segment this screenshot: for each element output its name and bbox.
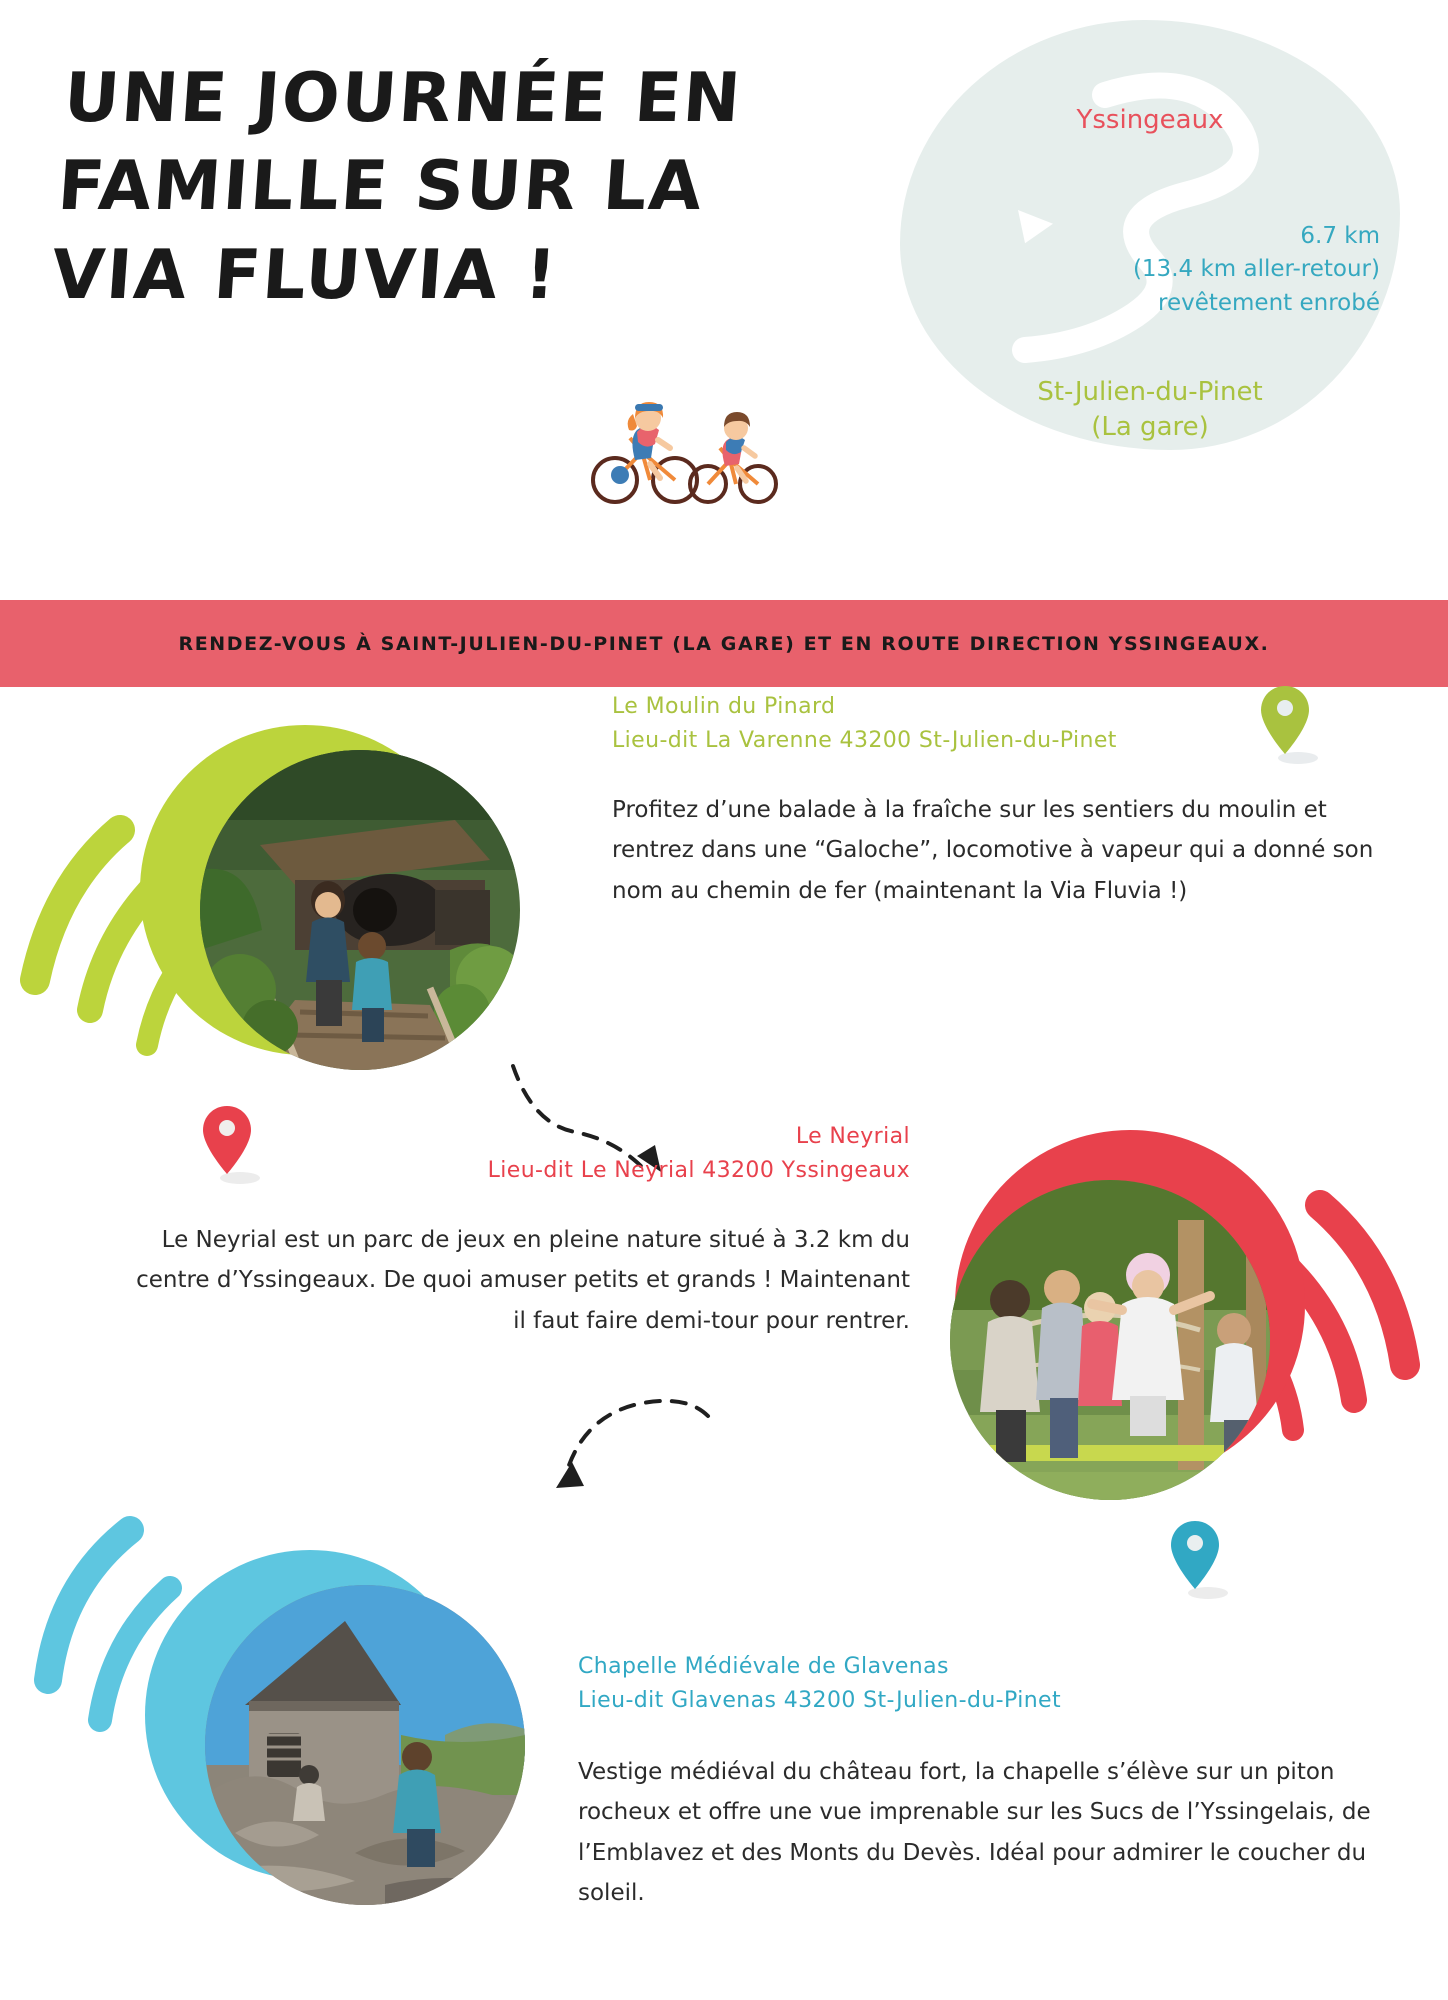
route-map [900,20,1400,450]
page-title-line-2: FAMILLE SUR LA [55,147,707,227]
section-le-neyrial [0,1110,1448,1530]
map-label-start: Yssingeaux [1076,105,1224,135]
cyclists-icon [580,380,810,510]
page-title-line-1: UNE JOURNÉE EN [61,59,745,138]
place-description-chapelle: Vestige médiéval du château fort, la chapelle s’élève sur un piton rocheux et offre une vue imprenable sur les Sucs de l’Yssingelais, de l’Emblavez et des Monts du Devès. Idéal pour admirer le coucher du soleil. [578,1759,1371,1906]
place-address-chapelle: Lieu-dit Glavenas 43200 St-Julien-du-Pinet [578,1688,1062,1714]
distance-line-1: 6.7 km [1300,223,1380,249]
map-label-end [900,375,1400,445]
distance-line-3: revêtement enrobé [1158,289,1380,316]
place-title-moulin [612,690,1312,758]
place-name-neyrial: Le Neyrial [795,1124,910,1149]
place-address-moulin: Lieu-dit La Varenne 43200 St-Julien-du-Pinet [612,728,1117,754]
end-line-1: St-Julien-du-Pinet [1037,377,1263,407]
end-line-2: (La gare) [1091,412,1209,443]
instruction-banner-text: RENDEZ-VOUS À SAINT-JULIEN-DU-PINET (LA GARE) ET EN ROUTE DIRECTION YSSINGEAUX. [178,632,1270,655]
place-name-chapelle: Chapelle Médiévale de Glavenas [578,1654,949,1679]
instruction-banner [0,600,1448,687]
map-pin-icon-moulin [1258,682,1318,772]
page-title [49,55,848,320]
photo-moulin-du-pinard [200,750,520,1070]
section-moulin-du-pinard [0,694,1448,1130]
header [0,0,1448,600]
page-title-line-3: VIA FLUVIA ! [49,235,561,315]
place-description-neyrial: Le Neyrial est un parc de jeux en pleine nature situé à 3.2 km du centre d’Yssingeaux. De quoi amuser petits et grands ! Maintenant il faut faire demi-tour pour rentrer. [136,1227,910,1334]
place-address-neyrial: Lieu-dit Le Neyrial 43200 Yssingeaux [487,1158,910,1184]
place-name-moulin: Le Moulin du Pinard [612,694,836,719]
map-pin-icon-chapelle [1168,1517,1228,1607]
section-chapelle-glavenas [0,1490,1448,1960]
photo-le-neyrial [950,1180,1270,1500]
photo-chapelle-glavenas [205,1585,525,1905]
map-label-distance [1050,220,1380,320]
distance-line-2: (13.4 km aller-retour) [1132,256,1380,283]
place-title-chapelle [578,1650,1318,1718]
place-description-moulin: Profitez d’une balade à la fraîche sur les sentiers du moulin et rentrez dans une “Galoche”, locomotive à vapeur qui a donné son nom au chemin de fer (maintenant la Via Fluvia !) [612,797,1374,904]
place-title-neyrial [140,1120,910,1188]
